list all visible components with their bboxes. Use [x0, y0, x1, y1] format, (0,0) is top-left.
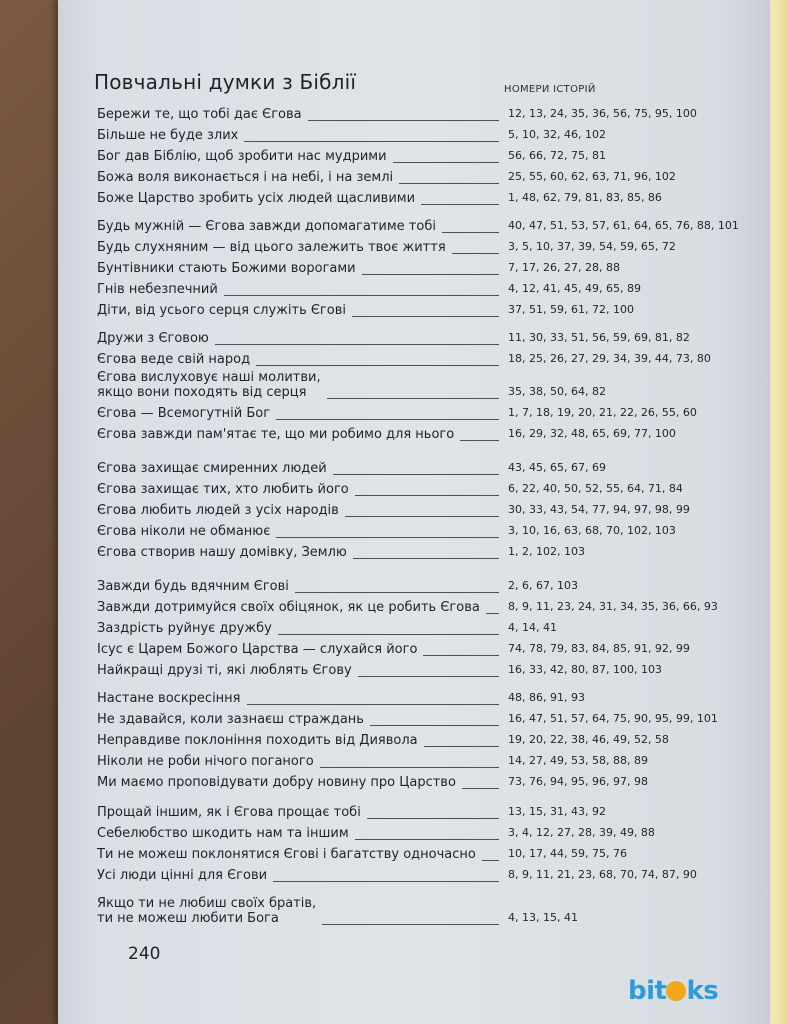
story-numbers: 3, 4, 12, 27, 28, 39, 49, 88 — [508, 826, 655, 839]
story-numbers: 73, 76, 94, 95, 96, 97, 98 — [508, 775, 648, 788]
story-numbers: 10, 17, 44, 59, 75, 76 — [508, 847, 627, 860]
page-number: 240 — [128, 944, 161, 964]
list-item — [97, 521, 737, 541]
list-item — [97, 479, 737, 499]
lesson-label-line: Будь мужній — Єгова завжди допомагатиме тобі — [97, 219, 436, 234]
list-item — [97, 328, 737, 348]
lesson-label-line: Ми маємо проповідувати добру новину про Царство — [97, 775, 456, 790]
list-item — [97, 865, 737, 885]
leader-rule — [393, 162, 499, 163]
story-numbers: 14, 27, 49, 53, 58, 88, 89 — [508, 754, 648, 767]
lesson-label — [97, 352, 250, 367]
leader-rule — [308, 120, 499, 121]
lesson-label-line: Бережи те, що тобі дає Єгова — [97, 107, 302, 122]
list-item — [97, 279, 737, 299]
lesson-label-line: Прощай іншим, як і Єгова прощає тобі — [97, 805, 361, 820]
list-item — [97, 618, 737, 638]
lesson-label — [97, 754, 314, 769]
story-numbers: 18, 25, 26, 27, 29, 34, 39, 44, 73, 80 — [508, 352, 711, 365]
leader-rule — [442, 232, 499, 233]
leader-rule — [462, 788, 499, 789]
lesson-label-line: Діти, від усього серця служіть Єгові — [97, 303, 346, 318]
story-numbers: 13, 15, 31, 43, 92 — [508, 805, 606, 818]
story-numbers: 16, 47, 51, 57, 64, 75, 90, 95, 99, 101 — [508, 712, 718, 725]
lesson-label — [97, 461, 327, 476]
leader-rule — [256, 365, 499, 366]
lesson-label — [97, 545, 347, 560]
leader-rule — [215, 344, 499, 345]
lesson-label-line: Бунтівники стають Божими ворогами — [97, 261, 356, 276]
lesson-label — [97, 503, 339, 518]
lesson-label-line: Єгова вислуховує наші молитви, — [97, 370, 321, 385]
leader-rule — [358, 676, 499, 677]
lesson-label-line: Божа воля виконається і на небі, і на землі — [97, 170, 394, 185]
lesson-label-line: Завжди дотримуйся своїх обіцянок, як це робить Єгова — [97, 600, 480, 615]
story-numbers: 2, 6, 67, 103 — [508, 579, 578, 592]
lesson-label — [97, 128, 238, 143]
lesson-label-line: Себелюбство шкодить нам та іншим — [97, 826, 349, 841]
lesson-label — [97, 427, 454, 442]
lesson-label-line: Найкращі друзі ті, які люблять Єгову — [97, 663, 352, 678]
list-item — [97, 802, 737, 822]
story-numbers: 74, 78, 79, 83, 84, 85, 91, 92, 99 — [508, 642, 690, 655]
story-numbers: 16, 33, 42, 80, 87, 100, 103 — [508, 663, 662, 676]
lesson-label — [97, 524, 270, 539]
list-item — [97, 125, 737, 145]
story-numbers: 16, 29, 32, 48, 65, 69, 77, 100 — [508, 427, 676, 440]
lesson-label — [97, 261, 356, 276]
lesson-label — [97, 191, 415, 206]
story-numbers: 43, 45, 65, 67, 69 — [508, 461, 606, 474]
leader-rule — [278, 634, 499, 635]
list-item — [97, 216, 737, 236]
leader-rule — [320, 767, 499, 768]
leader-rule — [421, 204, 499, 205]
story-numbers: 30, 33, 43, 54, 77, 94, 97, 98, 99 — [508, 503, 690, 516]
lesson-label — [97, 282, 218, 297]
lesson-label-line: Заздрість руйнує дружбу — [97, 621, 272, 636]
lesson-label — [97, 896, 316, 926]
story-numbers: 4, 12, 41, 45, 49, 65, 89 — [508, 282, 641, 295]
leader-rule — [423, 655, 499, 656]
story-numbers: 1, 2, 102, 103 — [508, 545, 585, 558]
list-item — [97, 576, 737, 596]
story-numbers: 8, 9, 11, 21, 23, 68, 70, 74, 87, 90 — [508, 868, 697, 881]
list-item — [97, 688, 737, 708]
leader-rule — [362, 274, 499, 275]
list-item — [97, 730, 737, 750]
list-item — [97, 458, 737, 478]
lesson-label — [97, 579, 289, 594]
lesson-label — [97, 663, 352, 678]
lesson-label-line: якщо вони походять від серця — [97, 385, 307, 400]
story-numbers: 7, 17, 26, 27, 28, 88 — [508, 261, 620, 274]
list-item — [97, 403, 737, 423]
leader-rule — [352, 316, 499, 317]
page-title: Повчальні думки з Біблії — [94, 70, 357, 94]
lesson-label-line: Єгова ніколи не обманює — [97, 524, 271, 539]
story-numbers: 5, 10, 32, 46, 102 — [508, 128, 606, 141]
list-item — [97, 370, 737, 402]
story-numbers: 35, 38, 50, 64, 82 — [508, 385, 606, 398]
lesson-label-line: Боже Царство зробить усіх людей щасливими — [97, 191, 416, 206]
list-item — [97, 500, 737, 520]
lesson-label-line: Єгова веде свій народ — [97, 352, 251, 367]
watermark-logo: bit ks — [628, 976, 719, 1006]
leader-rule — [460, 440, 499, 441]
leader-rule — [333, 474, 499, 475]
leader-rule — [482, 860, 499, 861]
lesson-label-line: Не здавайся, коли зазнаєш страждань — [97, 712, 364, 727]
lesson-label — [97, 331, 209, 346]
story-numbers: 4, 13, 15, 41 — [508, 911, 578, 924]
lesson-label — [97, 847, 476, 862]
lesson-label-line: ти не можеш любити Бога — [97, 911, 279, 926]
lesson-label-line: Завжди будь вдячним Єгові — [97, 579, 289, 594]
leader-rule — [345, 516, 499, 517]
lesson-label — [97, 805, 361, 820]
list-item — [97, 542, 737, 562]
story-numbers: 11, 30, 33, 51, 56, 59, 69, 81, 82 — [508, 331, 690, 344]
list-item — [97, 300, 737, 320]
lesson-label — [97, 826, 349, 841]
lesson-label — [97, 712, 364, 727]
story-numbers: 25, 55, 60, 62, 63, 71, 96, 102 — [508, 170, 676, 183]
leader-rule — [452, 253, 499, 254]
lesson-label-line: Єгова створив нашу домівку, Землю — [97, 545, 347, 560]
lesson-label-line: Усі люди цінні для Єгови — [97, 868, 268, 883]
leader-rule — [424, 746, 499, 747]
story-numbers: 8, 9, 11, 23, 24, 31, 34, 35, 36, 66, 93 — [508, 600, 718, 613]
story-numbers: 1, 7, 18, 19, 20, 21, 22, 26, 55, 60 — [508, 406, 697, 419]
list-item — [97, 597, 737, 617]
list-item — [97, 844, 737, 864]
lesson-label-line: Єгова — Всемогутній Бог — [97, 406, 271, 421]
list-item — [97, 104, 737, 124]
lesson-label — [97, 219, 436, 234]
list-item — [97, 709, 737, 729]
lesson-label-line: Гнів небезпечний — [97, 282, 218, 297]
lesson-label-line: Настане воскресіння — [97, 691, 241, 706]
lesson-label — [97, 240, 446, 255]
lesson-label-line: Ти не можеш поклонятися Єгові і багатству одночасно — [97, 847, 476, 862]
story-numbers: 56, 66, 72, 75, 81 — [508, 149, 606, 162]
lesson-label-line: Будь слухняним — від цього залежить твоє життя — [97, 240, 446, 255]
lesson-label-line: Ніколи не роби нічого поганого — [97, 754, 314, 769]
lesson-label — [97, 170, 393, 185]
list-item — [97, 424, 737, 444]
story-numbers: 1, 48, 62, 79, 81, 83, 85, 86 — [508, 191, 662, 204]
lesson-label-line: Ісус є Царем Божого Царства — слухайся його — [97, 642, 418, 657]
list-item — [97, 751, 737, 771]
leader-rule — [486, 613, 499, 614]
leader-rule — [224, 295, 499, 296]
leader-rule — [370, 725, 499, 726]
lesson-label — [97, 868, 267, 883]
lesson-label-line: Єгова любить людей з усіх народів — [97, 503, 339, 518]
column-header-story-numbers: НОМЕРИ ІСТОРІЙ — [504, 84, 596, 95]
leader-rule — [273, 881, 499, 882]
story-numbers: 4, 14, 41 — [508, 621, 557, 634]
list-item — [97, 349, 737, 369]
lesson-label-line: Більше не буде злих — [97, 128, 239, 143]
lesson-label — [97, 482, 349, 497]
lesson-label — [97, 642, 417, 657]
list-item — [97, 896, 737, 928]
story-numbers: 48, 86, 91, 93 — [508, 691, 585, 704]
list-item — [97, 772, 737, 792]
lesson-label-line: Якщо ти не любиш своїх братів, — [97, 896, 317, 911]
list-item — [97, 258, 737, 278]
leader-rule — [295, 592, 499, 593]
list-item — [97, 660, 737, 680]
lesson-label — [97, 775, 456, 790]
list-item — [97, 823, 737, 843]
lesson-label — [97, 600, 480, 615]
lesson-label-line: Єгова завжди пам'ятає те, що ми робимо для нього — [97, 427, 455, 442]
list-item — [97, 146, 737, 166]
lesson-label — [97, 621, 272, 636]
list-item — [97, 167, 737, 187]
lesson-label — [97, 303, 346, 318]
leader-rule — [327, 398, 499, 399]
leader-rule — [367, 818, 499, 819]
lesson-label-line: Єгова захищає тих, хто любить його — [97, 482, 349, 497]
leader-rule — [244, 141, 499, 142]
story-numbers: 40, 47, 51, 53, 57, 61, 64, 65, 76, 88, 101 — [508, 219, 739, 232]
leader-rule — [247, 704, 499, 705]
list-item — [97, 188, 737, 208]
leader-rule — [322, 924, 499, 925]
leader-rule — [355, 839, 499, 840]
leader-rule — [399, 183, 499, 184]
story-numbers: 3, 5, 10, 37, 39, 54, 59, 65, 72 — [508, 240, 676, 253]
lesson-label — [97, 149, 387, 164]
story-numbers: 37, 51, 59, 61, 72, 100 — [508, 303, 634, 316]
story-numbers: 12, 13, 24, 35, 36, 56, 75, 95, 100 — [508, 107, 697, 120]
lesson-label-line: Дружи з Єговою — [97, 331, 209, 346]
story-numbers: 19, 20, 22, 38, 46, 49, 52, 58 — [508, 733, 669, 746]
story-numbers: 6, 22, 40, 50, 52, 55, 64, 71, 84 — [508, 482, 683, 495]
lesson-label-line: Неправдиве поклоніння походить від Диявола — [97, 733, 418, 748]
lesson-label — [97, 406, 270, 421]
list-item — [97, 237, 737, 257]
lesson-label — [97, 733, 418, 748]
leader-rule — [276, 419, 499, 420]
leader-rule — [355, 495, 499, 496]
story-numbers: 3, 10, 16, 63, 68, 70, 102, 103 — [508, 524, 676, 537]
lesson-label — [97, 370, 321, 400]
lesson-label — [97, 107, 302, 122]
lesson-label — [97, 691, 241, 706]
lesson-label-line: Єгова захищає смиренних людей — [97, 461, 327, 476]
leader-rule — [276, 537, 499, 538]
leader-rule — [353, 558, 499, 559]
lesson-label-line: Бог дав Біблію, щоб зробити нас мудрими — [97, 149, 387, 164]
list-item — [97, 639, 737, 659]
